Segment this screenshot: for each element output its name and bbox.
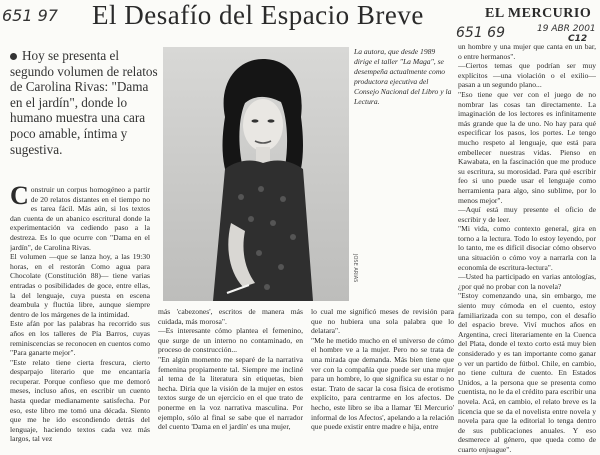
lead-paragraph [10, 48, 158, 157]
photo-caption: La autora, que desde 1989 dirige el taller "La Maga", se desempeña actualmente como productora ejecutiva del Consejo Nacional del Libro y la Lectura. [354, 47, 452, 106]
archive-code-top-left: 651 97 [2, 6, 58, 25]
author-portrait-image [163, 47, 349, 301]
bullet-icon [10, 53, 17, 60]
newspaper-name: EL MERCURIO [485, 6, 592, 21]
archive-code-top-right: 651 69 [456, 25, 505, 41]
article-column-4: un hombre y una mujer que canta en un bar, o entre hermanos". —Ciertos temas que podrían ser muy explícitos —una violación o el exilio— pasan a un segundo plano... "Eso tiene que ver con el juego de no nombrar las cosas tan directamente. La imaginación de los lectores es infinitamente más grande que la de uno. No hay para qué especificar los pasos, los portes. Le tengo mucho respeto al lenguaje, que está para embellecer nuestras vidas. Pienso en Kawabata, en la fascinación que me produce su escritura, su morosidad. Para qué escribir feo si uno puede usar el lenguaje como herramienta para algo, sino sublime, por lo menos mejor". —Aquí está muy presente el oficio de escribir y de leer. "Mi vida, como contexto general, gira en torno a la lectura. Todo lo estoy leyendo, por lo tanto, me es difícil disociar cómo observo una situación o cómo voy a narrarla con la economía de escritura-lectura". —Usted ha participado en varias antologías, ¿por qué no probar con la novela? "Estoy comenzando una, sin embargo, me siento muy cómoda en el cuento, estoy familiarizada con su tempo, con el desafío del espacio breve. Viví muchos años en Argentina, creci literariamente en la Cuenca del Plata, donde el texto corto está muy bien considerado y es tan importante como ganar o ver un partido de fútbol. Chile, en cambio, no tiene cultura de cuento. En Estados Unidos, a la persona que se presenta como cuentista, no le da el crédito para escribir una novela. Acá, en cambio, el relato breve es la licencia que se da el novelista entre novela y novela para que la editorial lo tenga dentro de sus publicaciones anuales. Y eso desmerece al género, que queda como de cuarto enjuague". [458, 42, 596, 454]
lead-text: Hoy se presenta el segundo volumen de relatos de Carolina Rivas: "Dama en el jardín", donde lo humano muestra una cara poco amable, íntima y sugestiva. [10, 48, 158, 157]
article-title: El Desafío del Espacio Breve [92, 0, 424, 30]
author-photo [163, 47, 349, 301]
drop-cap: C [10, 185, 29, 210]
page-number: C12 [568, 34, 588, 44]
article-column-1 [10, 185, 150, 455]
column-1-text: onstruir un corpus homogéneo a partir de 20 relatos distantes en el tiempo no es tarea fácil. Más aún, si los textos dan cuenta de un abanico escritural donde la experimentación va cediendo paso a la destreza. Es lo que ocurre con "Dama en el jardín", de Carolina Rivas. El volumen —que se lanza hoy, a las 19:30 horas, en el restorán Como agua para Chocolate (Constitución 88)— tiene varias entradas o posibilidades de goce, entre ellas, la del lenguaje, cuya puesta en escena deambula y fluctúa libre, aunque siempre dentro de los márgenes de la intimidad. Este afán por las palabras ha recorrido sus años en los talleres de Pía Barros, cuyas reminiscencias se reconocen en cuentos como "Para ganarte mejor". "Este relato tiene cierta frescura, cierto desparpajo literario que me encantaría recuperar. Porque confieso que me demoró meses, incluso años, en escribir un cuento hasta quedar medianamente satisfecha. Por eso, este libro me tomó una década. Siento que me he ido escondiendo detrás del lenguaje, haciendo textos cada vez más largos, tal vez [10, 185, 150, 444]
article-column-2: más 'cabezones', escritos de manera más cuidada, más morosa". —Es interesante cómo plantea el femenino, que surge de un interno no contaminado, en proceso de construcción... "En algún momento me separé de la narrativa femenina propiamente tal. Siempre me incliné al tema de la literatura sin etiquetas, bien hecha. Diría que la visión de la mujer en estos textos surge de un ejercicio en el que trato de ponerme en la voz narrativa masculina. Por ejemplo, sólo al final se sabe que el narrador del cuento 'Dama en el jardín' es una mujer, [158, 307, 303, 432]
article-column-3: lo cual me significó meses de revisión para que no hubiera una sola palabra que lo delatara". "Me he metido mucho en el universo de cómo el hombre ve a la mujer. Pero no se trata de una mirada que demanda. Más bien tiene que ver con la compañía que puede ser una mujer para un hombre, lo que significa su estar o no estar. Trato de sacar la cosa física de erotismo explícito, para centrarme en los afectos. De hecho, este libro se iba a llamar 'El Mercurio' informal de los Afectos', apelando a la relación que puede existir entre madre e hija, entre [311, 307, 454, 432]
photo-credit: JOSE ARIAS [352, 254, 358, 283]
stamp-date: 19 ABR 2001 [537, 24, 596, 34]
